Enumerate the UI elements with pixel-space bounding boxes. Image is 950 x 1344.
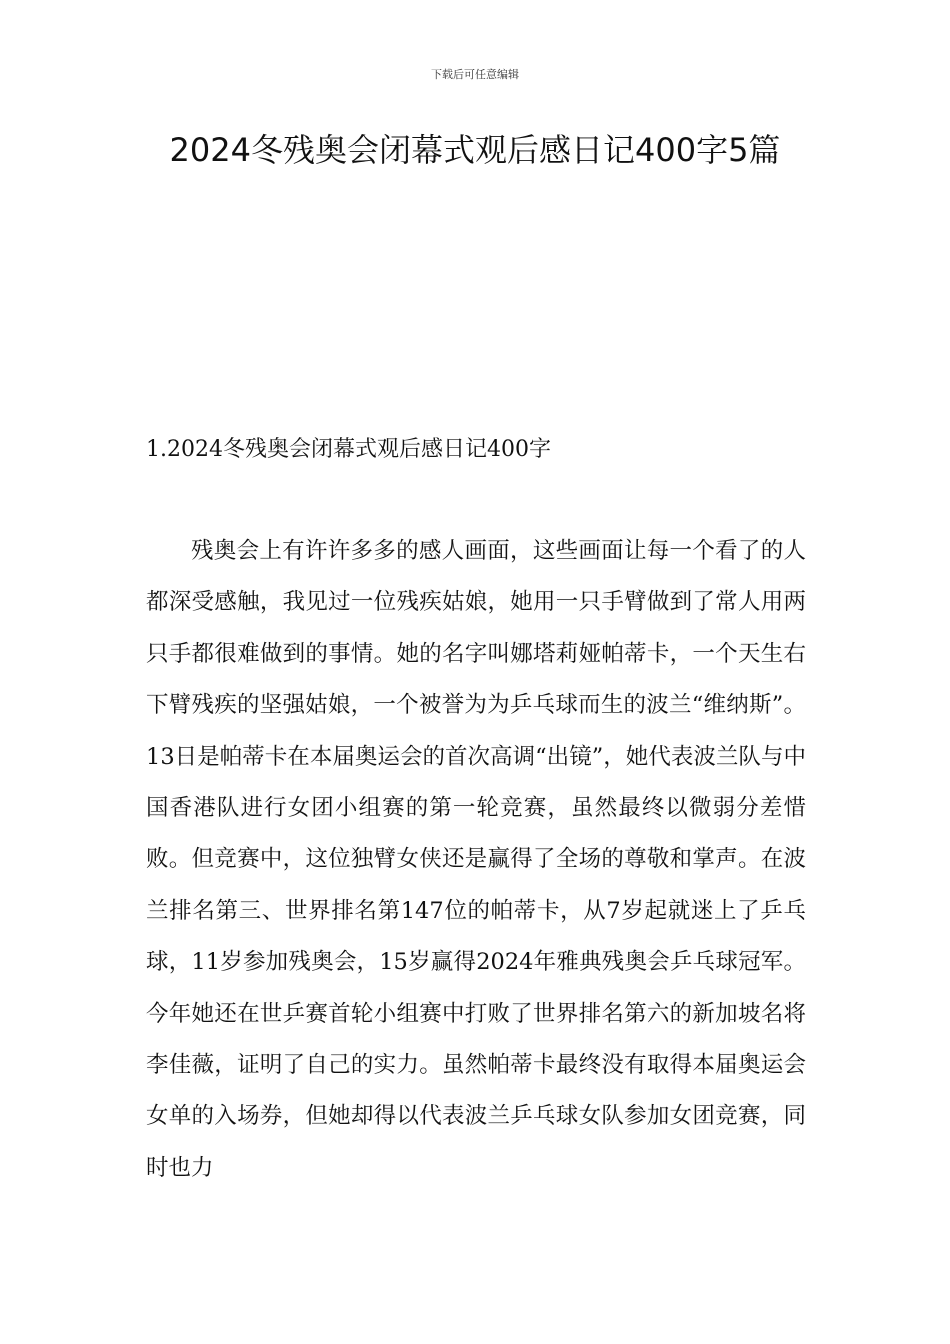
section-heading: 1.2024冬残奥会闭幕式观后感日记400字 — [146, 437, 551, 462]
header-note: 下载后可任意编辑 — [431, 68, 519, 81]
body-paragraph: 残奥会上有许许多多的感人画面，这些画面让每一个看了的人都深受感触，我见过一位残疾姑娘，她用一只手臂做到了常人用两只手都很难做到的事情。她的名字叫娜塔莉娅帕蒂卡，一个天生右下臂残疾的坚强姑娘，一个被誉为为乒乓球而生的波兰“维纳斯”。13日是帕蒂卡在本届奥运会的首次高调“出镜”，她代表波兰队与中国香港队进行女团小组赛的第一轮竞赛，虽然最终以微弱分差惜败。但竞赛中，这位独臂女侠还是赢得了全场的尊敬和掌声。在波兰排名第三、世界排名第147位的帕蒂卡，从7岁起就迷上了乒乓球，11岁参加残奥会，15岁赢得2024年雅典残奥会乒乓球冠军。今年她还在世乒赛首轮小组赛中打败了世界排名第六的新加坡名将李佳薇，证明了自己的实力。虽然帕蒂卡最终没有取得本届奥运会女单的入场券，但她却得以代表波兰乒乓球女队参加女团竞赛，同时也力 — [146, 538, 806, 1181]
document-title: 2024冬残奥会闭幕式观后感日记400字5篇 — [169, 131, 781, 169]
